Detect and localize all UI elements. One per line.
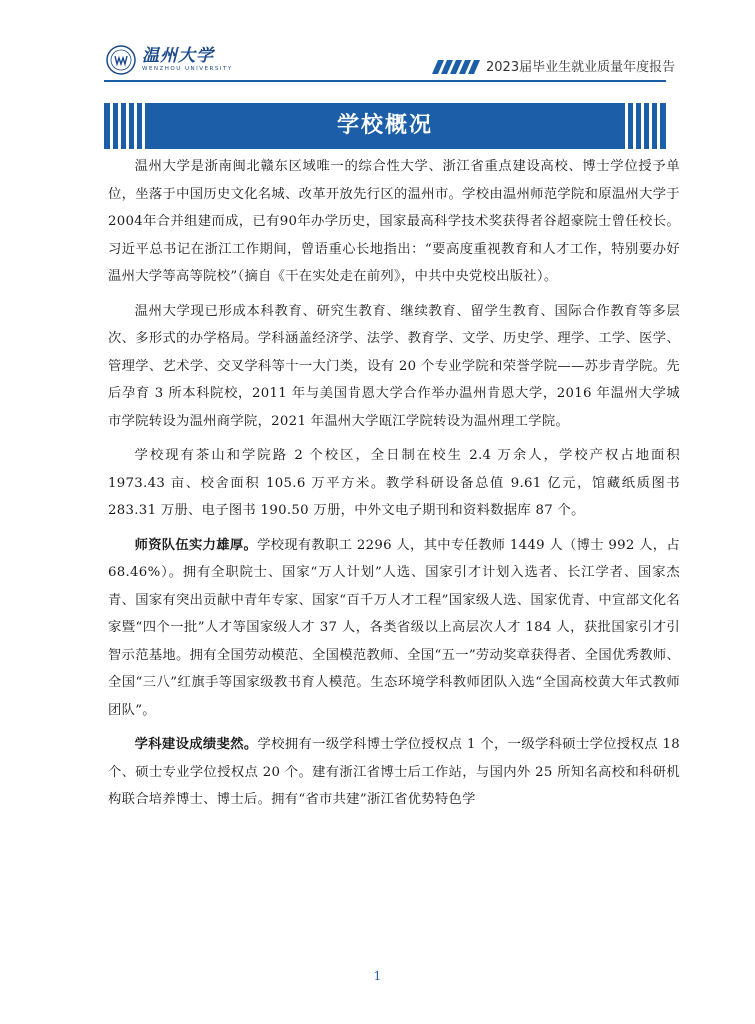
page-header (0, 0, 755, 90)
university-seal-icon (106, 45, 136, 75)
paragraph-overview (108, 153, 680, 291)
header-stripes-decoration (428, 60, 480, 74)
paragraph-campus-facilities (108, 442, 680, 525)
section-banner (104, 103, 666, 149)
paragraph-education-structure (108, 298, 680, 436)
logo-english-name: WENZHOU UNIVERSITY (142, 66, 233, 72)
body-content (108, 153, 680, 821)
university-logo (106, 40, 256, 80)
paragraph-text: 温州大学是浙南闽北赣东区域唯一的综合性大学、浙江省重点建设高校、博士学位授予单位，坐落于中国历史文化名城、改革开放先行区的温州市。学校由温州师范学院和原温州大学于2004年合并组建而成，已有90年办学历史，国家最高科学技术奖获得者谷超豪院士曾任校长。习近平总书记在浙江工作期间，曾语重心长地指出：“要高度重视教育和人才工作，特别要办好温州大学等高等院校”（摘自《干在实处走在前列》，中共中央党校出版社）。 (108, 159, 680, 284)
report-title: 2023届毕业生就业质量年度报告 (486, 60, 676, 75)
section-title: 学校概况 (336, 113, 433, 138)
paragraph-lead: 师资队伍实力雄厚。 (134, 537, 258, 553)
paragraph-text: 学校现有教职工 2296 人，其中专任教师 1449 人（博士 992 人，占 68.46%）。拥有全职院士、国家“万人计划”人选、国家引才计划入选者、长江学者、国家杰青、国家有突出贡献中青年专家、国家“百千万人才工程”国家级人选、国家优青、中宣部文化名家暨“四个一批”人才等国家级人才 37 人，各类省级以上高层次人才 184 人，获批国家引才引智示范基地。拥有全国劳动模范、全国模范教师、全国“五一”劳动奖章获得者、全国优秀教师、全国“三八”红旗手等国家级教书育人模范。生态环境学科教师团队入选“全国高校黄大年式教师团队”。 (108, 537, 680, 718)
paragraph-text: 温州大学现已形成本科教育、研究生教育、继续教育、留学生教育、国际合作教育等多层次、多形式的办学格局。学科涵盖经济学、法学、教育学、文学、历史学、理学、工学、医学、管理学、艺术学、交叉学科等十一大门类，设有 20 个专业学院和荣誉学院——苏步青学院。先后孕育 3 所本科院校，2011 年与美国肯恩大学合作举办温州肯恩大学，2016 年温州大学城市学院转设为温州商学院，2021 年温州大学瓯江学院转设为温州理工学院。 (108, 303, 680, 429)
paragraph-disciplines (108, 731, 680, 814)
paragraph-faculty (108, 532, 680, 725)
paragraph-text: 学校现有茶山和学院路 2 个校区，全日制在校生 2.4 万余人，学校产权占地面积 1973.43 亩、校舍面积 105.6 万平方米。教学科研设备总值 9.61 亿元，馆藏纸质图书 283.31 万册、电子图书 190.50 万册，中外文电子期刊和资料数据库 87 个。 (108, 448, 680, 518)
header-divider (104, 80, 666, 82)
page-number: 1 (373, 969, 382, 983)
paragraph-lead: 学科建设成绩斐然。 (134, 737, 258, 752)
paragraph-text: 学校拥有一级学科博士学位授权点 1 个，一级学科硕士学位授权点 18 个、硕士专业学位授权点 20 个。建有浙江省博士后工作站，与国内外 25 所知名高校和科研机构联合培养博士、博士后。拥有“省市共建”浙江省优势特色学 (108, 737, 681, 807)
logo-chinese-name: 温州大学 (142, 46, 214, 66)
